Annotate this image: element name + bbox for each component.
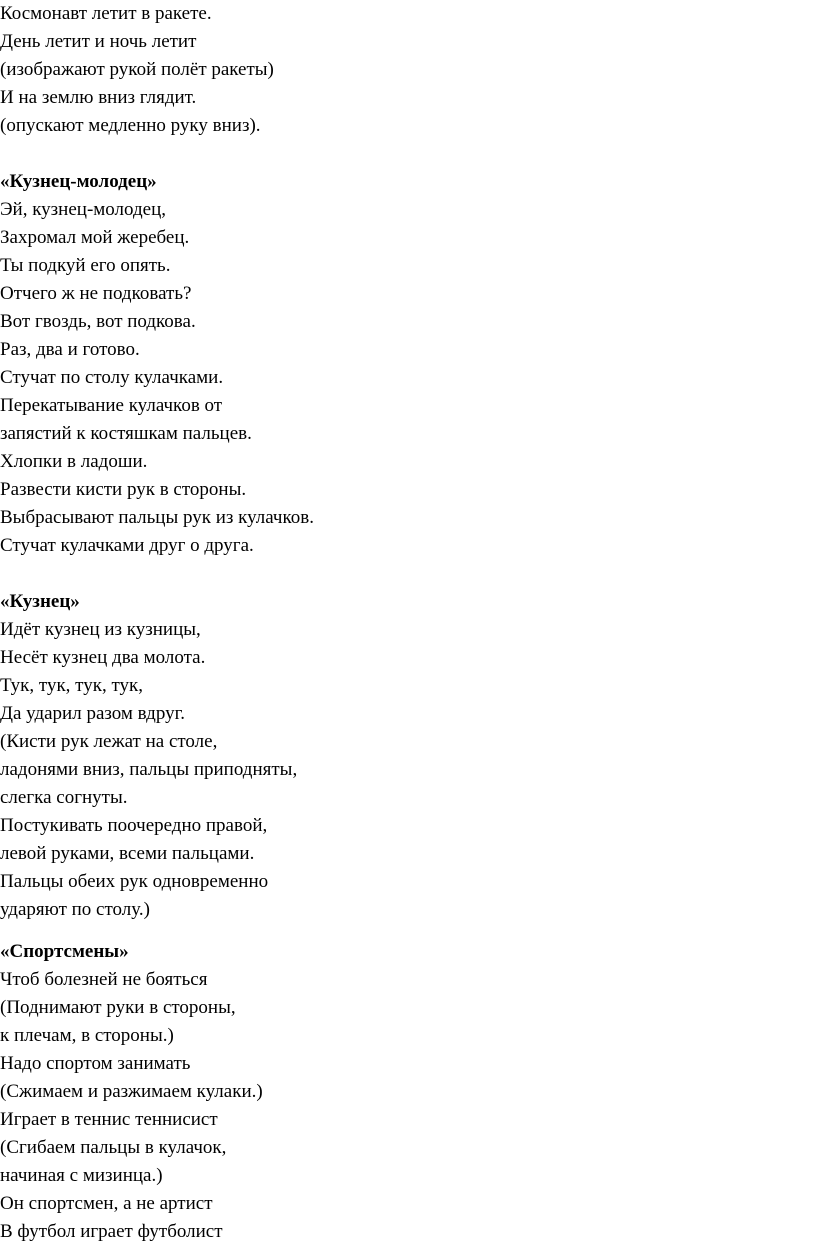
poem-title: «Кузнец-молодец»: [0, 171, 157, 192]
poem-line: Стучат по столу кулачками.: [0, 367, 224, 388]
poem-kuznets-molodets: [0, 168, 800, 560]
poem-line: Стучат кулачками друг о друга.: [0, 535, 254, 556]
poem-line: Тук, тук, тук, тук,: [0, 675, 143, 696]
poem-line: Он спортсмен, а не артист: [0, 1193, 213, 1214]
poem-line: ударяют по столу.): [0, 899, 150, 920]
poem-line: левой руками, всеми пальцами.: [0, 843, 255, 864]
poem-line: Да ударил разом вдруг.: [0, 703, 185, 724]
poem-sportsmeny: [0, 938, 800, 1246]
poem-line: Ты подкуй его опять.: [0, 255, 171, 276]
poem-line: Захромал мой жеребец.: [0, 227, 190, 248]
poem-line: В футбол играет футболист: [0, 1221, 223, 1242]
poem-line: запястий к костяшкам пальцев.: [0, 423, 252, 444]
poem-line: начиная с мизинца.): [0, 1165, 163, 1186]
poem-line: Несёт кузнец два молота.: [0, 647, 206, 668]
poem-line: (Поднимают руки в стороны,: [0, 997, 236, 1018]
poem-line: Эй, кузнец-молодец,: [0, 199, 166, 220]
poem-title: «Кузнец»: [0, 591, 80, 612]
poem-line: И на землю вниз глядит.: [0, 87, 197, 108]
poem-line: слегка согнуты.: [0, 787, 128, 808]
poem-line: Выбрасывают пальцы рук из кулачков.: [0, 507, 314, 528]
poem-line: (Сжимаем и разжимаем кулаки.): [0, 1081, 263, 1102]
poem-line: (опускают медленно руку вниз).: [0, 115, 261, 136]
poem-line: Перекатывание кулачков от: [0, 395, 223, 416]
poem-line: День летит и ночь летит: [0, 31, 197, 52]
poem-line: Вот гвоздь, вот подкова.: [0, 311, 196, 332]
poem-kuznets: [0, 588, 800, 924]
poem-line: Играет в теннис теннисист: [0, 1109, 218, 1130]
poem-line: Пальцы обеих рук одновременно: [0, 871, 269, 892]
poem-line: Чтоб болезней не бояться: [0, 969, 208, 990]
poem-line: Космонавт летит в ракете.: [0, 3, 212, 24]
poem-line: (изображают рукой полёт ракеты): [0, 59, 274, 80]
poem-line: Хлопки в ладоши.: [0, 451, 148, 472]
poem-line: Постукивать поочередно правой,: [0, 815, 268, 836]
poem-line: Идёт кузнец из кузницы,: [0, 619, 201, 640]
poem-line: (Кисти рук лежат на столе,: [0, 731, 218, 752]
poem-title: «Спортсмены»: [0, 941, 129, 962]
poem-line: (Сгибаем пальцы в кулачок,: [0, 1137, 227, 1158]
poem-line: Раз, два и готово.: [0, 339, 140, 360]
poem-line: Развести кисти рук в стороны.: [0, 479, 247, 500]
poem-line: Отчего ж не подковать?: [0, 283, 192, 304]
poem-cosmonaut: [0, 0, 800, 140]
poem-line: Надо спортом занимать: [0, 1053, 191, 1074]
poem-line: ладонями вниз, пальцы приподняты,: [0, 759, 298, 780]
poem-line: к плечам, в стороны.): [0, 1025, 174, 1046]
